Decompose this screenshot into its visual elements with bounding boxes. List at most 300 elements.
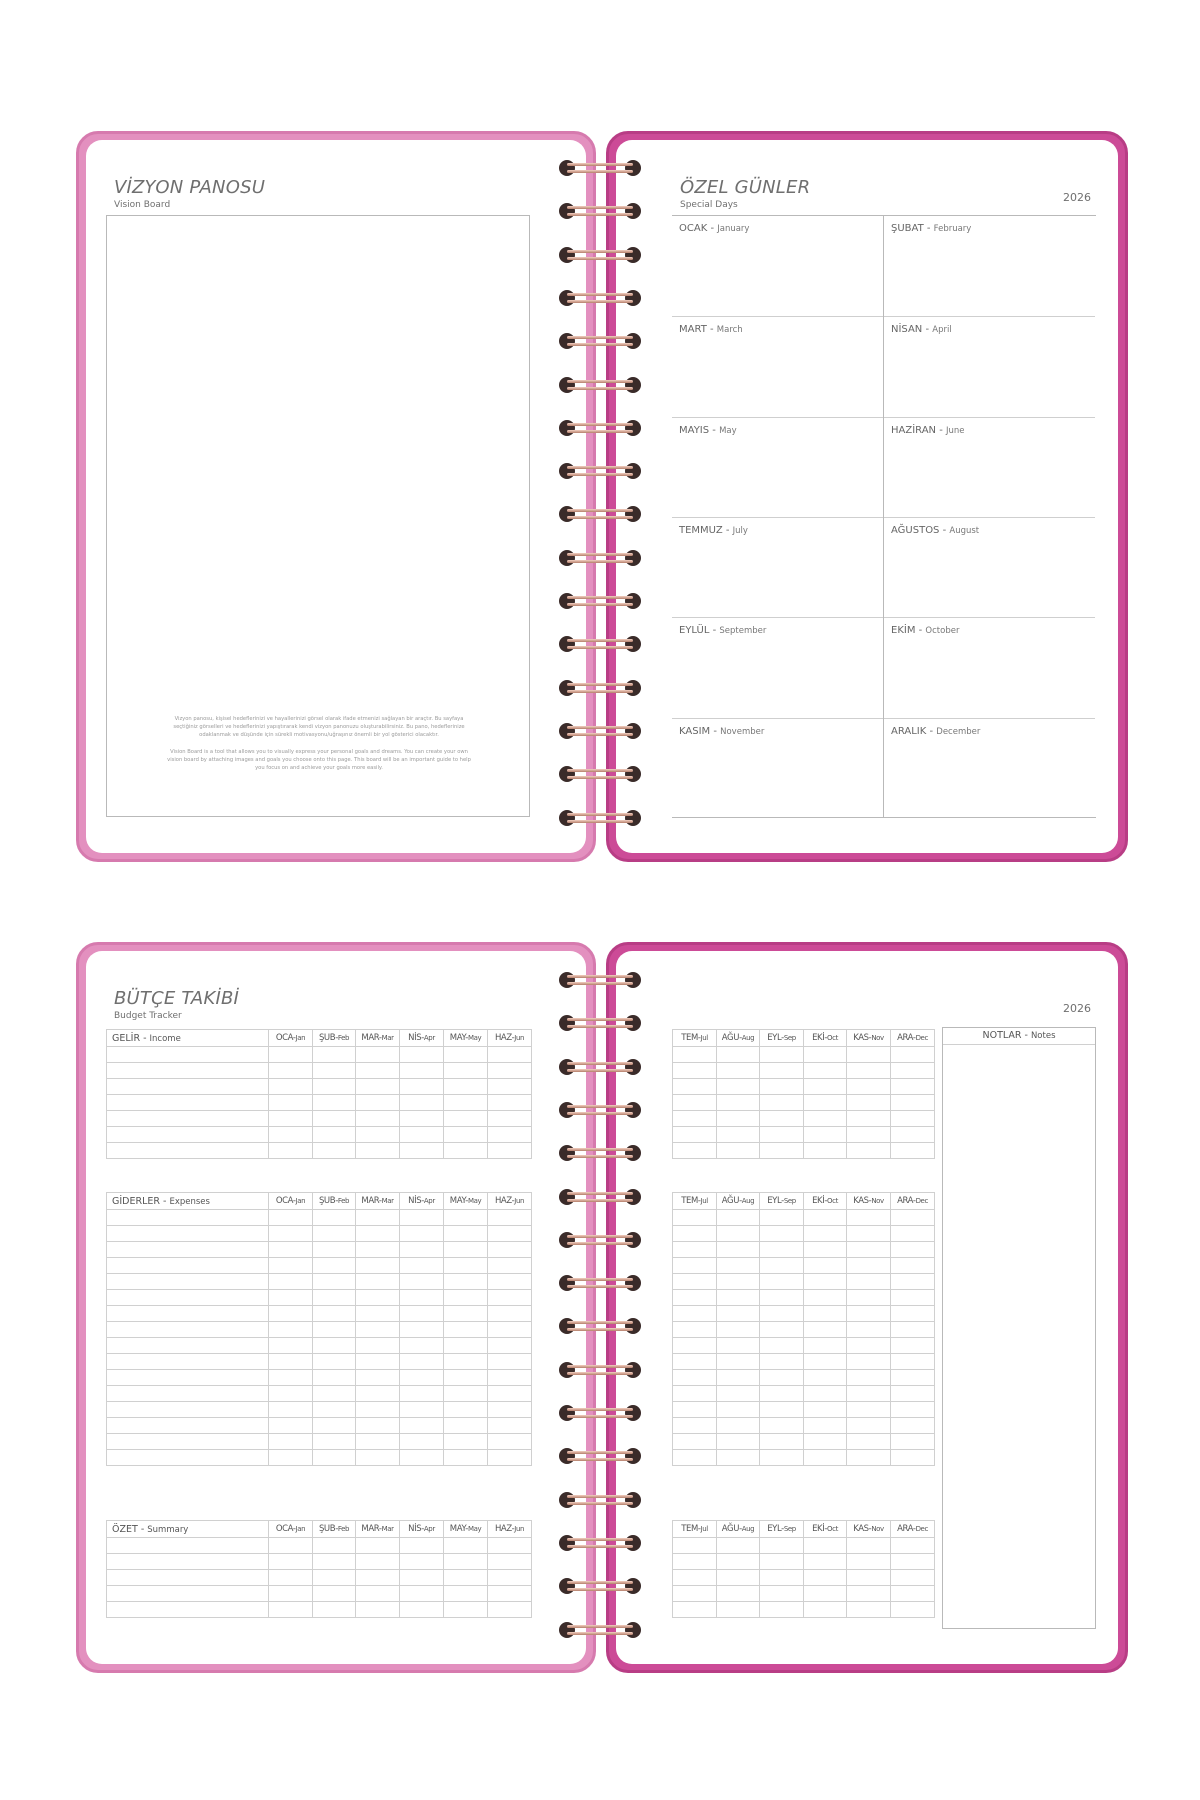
entry-cell[interactable] (313, 1418, 356, 1434)
entry-cell[interactable] (400, 1274, 444, 1290)
entry-cell[interactable] (488, 1322, 532, 1338)
month-cell-july[interactable] (672, 517, 883, 617)
entry-cell[interactable] (107, 1306, 269, 1322)
entry-cell[interactable] (760, 1322, 804, 1338)
entry-cell[interactable] (444, 1418, 488, 1434)
entry-cell[interactable] (107, 1538, 269, 1554)
entry-cell[interactable] (717, 1354, 760, 1370)
entry-cell[interactable] (717, 1418, 760, 1434)
entry-cell[interactable] (269, 1602, 313, 1618)
entry-cell[interactable] (804, 1258, 847, 1274)
entry-cell[interactable] (356, 1322, 400, 1338)
entry-cell[interactable] (847, 1079, 891, 1095)
entry-cell[interactable] (488, 1095, 532, 1111)
month-cell-february[interactable] (884, 216, 1095, 316)
entry-cell[interactable] (313, 1063, 356, 1079)
entry-cell[interactable] (488, 1434, 532, 1450)
entry-cell[interactable] (717, 1127, 760, 1143)
entry-cell[interactable] (444, 1079, 488, 1095)
entry-cell[interactable] (760, 1450, 804, 1466)
entry-cell[interactable] (804, 1242, 847, 1258)
entry-cell[interactable] (488, 1306, 532, 1322)
entry-cell[interactable] (891, 1210, 935, 1226)
entry-cell[interactable] (891, 1370, 935, 1386)
entry-cell[interactable] (400, 1306, 444, 1322)
entry-cell[interactable] (107, 1322, 269, 1338)
entry-cell[interactable] (356, 1338, 400, 1354)
entry-cell[interactable] (891, 1095, 935, 1111)
entry-cell[interactable] (444, 1434, 488, 1450)
month-cell-august[interactable] (884, 517, 1095, 617)
entry-cell[interactable] (356, 1226, 400, 1242)
entry-cell[interactable] (673, 1095, 717, 1111)
entry-cell[interactable] (269, 1450, 313, 1466)
entry-cell[interactable] (891, 1226, 935, 1242)
entry-cell[interactable] (717, 1570, 760, 1586)
entry-cell[interactable] (313, 1434, 356, 1450)
entry-cell[interactable] (356, 1402, 400, 1418)
entry-cell[interactable] (107, 1554, 269, 1570)
entry-cell[interactable] (847, 1127, 891, 1143)
entry-cell[interactable] (107, 1079, 269, 1095)
entry-cell[interactable] (269, 1586, 313, 1602)
entry-cell[interactable] (717, 1210, 760, 1226)
entry-cell[interactable] (400, 1143, 444, 1159)
entry-cell[interactable] (107, 1274, 269, 1290)
entry-cell[interactable] (107, 1338, 269, 1354)
vision-board-frame[interactable] (106, 215, 530, 817)
entry-cell[interactable] (847, 1242, 891, 1258)
entry-cell[interactable] (673, 1386, 717, 1402)
entry-cell[interactable] (400, 1095, 444, 1111)
entry-cell[interactable] (891, 1402, 935, 1418)
entry-cell[interactable] (717, 1226, 760, 1242)
entry-cell[interactable] (400, 1322, 444, 1338)
entry-cell[interactable] (444, 1063, 488, 1079)
entry-cell[interactable] (673, 1370, 717, 1386)
entry-cell[interactable] (804, 1047, 847, 1063)
entry-cell[interactable] (269, 1418, 313, 1434)
entry-cell[interactable] (804, 1586, 847, 1602)
entry-cell[interactable] (269, 1386, 313, 1402)
entry-cell[interactable] (107, 1095, 269, 1111)
entry-cell[interactable] (760, 1554, 804, 1570)
entry-cell[interactable] (313, 1111, 356, 1127)
entry-cell[interactable] (673, 1338, 717, 1354)
entry-cell[interactable] (804, 1554, 847, 1570)
entry-cell[interactable] (804, 1602, 847, 1618)
entry-cell[interactable] (400, 1602, 444, 1618)
entry-cell[interactable] (488, 1242, 532, 1258)
entry-cell[interactable] (488, 1210, 532, 1226)
entry-cell[interactable] (488, 1538, 532, 1554)
entry-cell[interactable] (356, 1434, 400, 1450)
entry-cell[interactable] (107, 1290, 269, 1306)
entry-cell[interactable] (673, 1274, 717, 1290)
entry-cell[interactable] (760, 1434, 804, 1450)
entry-cell[interactable] (760, 1306, 804, 1322)
entry-cell[interactable] (356, 1095, 400, 1111)
entry-cell[interactable] (760, 1210, 804, 1226)
entry-cell[interactable] (400, 1290, 444, 1306)
entry-cell[interactable] (488, 1602, 532, 1618)
entry-cell[interactable] (717, 1538, 760, 1554)
entry-cell[interactable] (804, 1274, 847, 1290)
entry-cell[interactable] (488, 1274, 532, 1290)
entry-cell[interactable] (356, 1386, 400, 1402)
entry-cell[interactable] (107, 1586, 269, 1602)
entry-cell[interactable] (717, 1306, 760, 1322)
entry-cell[interactable] (356, 1570, 400, 1586)
entry-cell[interactable] (760, 1143, 804, 1159)
entry-cell[interactable] (269, 1063, 313, 1079)
entry-cell[interactable] (804, 1226, 847, 1242)
entry-cell[interactable] (760, 1338, 804, 1354)
entry-cell[interactable] (804, 1570, 847, 1586)
entry-cell[interactable] (717, 1143, 760, 1159)
entry-cell[interactable] (107, 1418, 269, 1434)
entry-cell[interactable] (488, 1586, 532, 1602)
entry-cell[interactable] (313, 1554, 356, 1570)
entry-cell[interactable] (891, 1434, 935, 1450)
entry-cell[interactable] (488, 1570, 532, 1586)
entry-cell[interactable] (313, 1538, 356, 1554)
entry-cell[interactable] (804, 1338, 847, 1354)
entry-cell[interactable] (804, 1450, 847, 1466)
entry-cell[interactable] (891, 1602, 935, 1618)
entry-cell[interactable] (269, 1258, 313, 1274)
entry-cell[interactable] (847, 1554, 891, 1570)
entry-cell[interactable] (269, 1210, 313, 1226)
entry-cell[interactable] (400, 1063, 444, 1079)
entry-cell[interactable] (269, 1079, 313, 1095)
entry-cell[interactable] (313, 1402, 356, 1418)
entry-cell[interactable] (107, 1047, 269, 1063)
entry-cell[interactable] (444, 1111, 488, 1127)
entry-cell[interactable] (804, 1354, 847, 1370)
entry-cell[interactable] (444, 1338, 488, 1354)
entry-cell[interactable] (269, 1570, 313, 1586)
entry-cell[interactable] (717, 1063, 760, 1079)
entry-cell[interactable] (313, 1079, 356, 1095)
entry-cell[interactable] (847, 1274, 891, 1290)
notes-box[interactable] (942, 1027, 1096, 1629)
entry-cell[interactable] (760, 1079, 804, 1095)
entry-cell[interactable] (847, 1258, 891, 1274)
entry-cell[interactable] (847, 1210, 891, 1226)
month-cell-may[interactable] (672, 417, 883, 517)
entry-cell[interactable] (760, 1290, 804, 1306)
month-cell-december[interactable] (884, 718, 1095, 818)
entry-cell[interactable] (444, 1538, 488, 1554)
entry-cell[interactable] (488, 1226, 532, 1242)
entry-cell[interactable] (488, 1111, 532, 1127)
entry-cell[interactable] (356, 1210, 400, 1226)
entry-cell[interactable] (107, 1602, 269, 1618)
entry-cell[interactable] (760, 1242, 804, 1258)
entry-cell[interactable] (760, 1095, 804, 1111)
entry-cell[interactable] (847, 1143, 891, 1159)
entry-cell[interactable] (891, 1274, 935, 1290)
entry-cell[interactable] (356, 1370, 400, 1386)
entry-cell[interactable] (444, 1386, 488, 1402)
entry-cell[interactable] (847, 1322, 891, 1338)
entry-cell[interactable] (400, 1338, 444, 1354)
entry-cell[interactable] (269, 1274, 313, 1290)
entry-cell[interactable] (400, 1370, 444, 1386)
entry-cell[interactable] (717, 1290, 760, 1306)
entry-cell[interactable] (760, 1418, 804, 1434)
entry-cell[interactable] (444, 1602, 488, 1618)
entry-cell[interactable] (891, 1079, 935, 1095)
entry-cell[interactable] (444, 1370, 488, 1386)
entry-cell[interactable] (400, 1258, 444, 1274)
entry-cell[interactable] (488, 1338, 532, 1354)
entry-cell[interactable] (313, 1450, 356, 1466)
entry-cell[interactable] (400, 1047, 444, 1063)
entry-cell[interactable] (760, 1063, 804, 1079)
entry-cell[interactable] (760, 1538, 804, 1554)
entry-cell[interactable] (444, 1210, 488, 1226)
entry-cell[interactable] (488, 1258, 532, 1274)
entry-cell[interactable] (847, 1418, 891, 1434)
entry-cell[interactable] (760, 1258, 804, 1274)
entry-cell[interactable] (313, 1586, 356, 1602)
entry-cell[interactable] (673, 1586, 717, 1602)
entry-cell[interactable] (717, 1370, 760, 1386)
entry-cell[interactable] (400, 1079, 444, 1095)
entry-cell[interactable] (717, 1586, 760, 1602)
entry-cell[interactable] (313, 1602, 356, 1618)
entry-cell[interactable] (760, 1274, 804, 1290)
entry-cell[interactable] (400, 1402, 444, 1418)
entry-cell[interactable] (313, 1306, 356, 1322)
entry-cell[interactable] (847, 1063, 891, 1079)
entry-cell[interactable] (717, 1095, 760, 1111)
entry-cell[interactable] (444, 1127, 488, 1143)
entry-cell[interactable] (488, 1418, 532, 1434)
entry-cell[interactable] (673, 1242, 717, 1258)
entry-cell[interactable] (847, 1450, 891, 1466)
entry-cell[interactable] (891, 1111, 935, 1127)
entry-cell[interactable] (891, 1143, 935, 1159)
entry-cell[interactable] (891, 1554, 935, 1570)
entry-cell[interactable] (673, 1570, 717, 1586)
entry-cell[interactable] (356, 1290, 400, 1306)
entry-cell[interactable] (107, 1570, 269, 1586)
entry-cell[interactable] (847, 1570, 891, 1586)
entry-cell[interactable] (313, 1290, 356, 1306)
entry-cell[interactable] (847, 1354, 891, 1370)
entry-cell[interactable] (804, 1306, 847, 1322)
entry-cell[interactable] (760, 1570, 804, 1586)
entry-cell[interactable] (313, 1226, 356, 1242)
entry-cell[interactable] (400, 1586, 444, 1602)
entry-cell[interactable] (444, 1258, 488, 1274)
entry-cell[interactable] (356, 1242, 400, 1258)
entry-cell[interactable] (804, 1370, 847, 1386)
entry-cell[interactable] (891, 1418, 935, 1434)
entry-cell[interactable] (269, 1290, 313, 1306)
entry-cell[interactable] (673, 1554, 717, 1570)
entry-cell[interactable] (891, 1450, 935, 1466)
entry-cell[interactable] (356, 1554, 400, 1570)
entry-cell[interactable] (847, 1586, 891, 1602)
entry-cell[interactable] (400, 1434, 444, 1450)
entry-cell[interactable] (891, 1386, 935, 1402)
entry-cell[interactable] (356, 1354, 400, 1370)
entry-cell[interactable] (760, 1354, 804, 1370)
entry-cell[interactable] (444, 1274, 488, 1290)
month-cell-january[interactable] (672, 216, 883, 316)
entry-cell[interactable] (717, 1258, 760, 1274)
entry-cell[interactable] (847, 1047, 891, 1063)
entry-cell[interactable] (269, 1111, 313, 1127)
entry-cell[interactable] (400, 1418, 444, 1434)
entry-cell[interactable] (804, 1434, 847, 1450)
entry-cell[interactable] (488, 1047, 532, 1063)
entry-cell[interactable] (269, 1143, 313, 1159)
entry-cell[interactable] (673, 1063, 717, 1079)
entry-cell[interactable] (673, 1418, 717, 1434)
entry-cell[interactable] (717, 1274, 760, 1290)
entry-cell[interactable] (891, 1586, 935, 1602)
month-cell-june[interactable] (884, 417, 1095, 517)
entry-cell[interactable] (269, 1095, 313, 1111)
entry-cell[interactable] (444, 1242, 488, 1258)
entry-cell[interactable] (400, 1210, 444, 1226)
entry-cell[interactable] (269, 1226, 313, 1242)
entry-cell[interactable] (107, 1063, 269, 1079)
entry-cell[interactable] (891, 1242, 935, 1258)
entry-cell[interactable] (804, 1418, 847, 1434)
entry-cell[interactable] (673, 1322, 717, 1338)
entry-cell[interactable] (313, 1047, 356, 1063)
entry-cell[interactable] (269, 1354, 313, 1370)
entry-cell[interactable] (891, 1306, 935, 1322)
entry-cell[interactable] (717, 1338, 760, 1354)
entry-cell[interactable] (673, 1602, 717, 1618)
entry-cell[interactable] (313, 1322, 356, 1338)
entry-cell[interactable] (760, 1047, 804, 1063)
entry-cell[interactable] (717, 1047, 760, 1063)
entry-cell[interactable] (760, 1586, 804, 1602)
entry-cell[interactable] (804, 1290, 847, 1306)
entry-cell[interactable] (847, 1095, 891, 1111)
entry-cell[interactable] (356, 1127, 400, 1143)
entry-cell[interactable] (717, 1322, 760, 1338)
entry-cell[interactable] (269, 1370, 313, 1386)
entry-cell[interactable] (107, 1258, 269, 1274)
entry-cell[interactable] (313, 1127, 356, 1143)
entry-cell[interactable] (107, 1242, 269, 1258)
entry-cell[interactable] (760, 1402, 804, 1418)
entry-cell[interactable] (444, 1354, 488, 1370)
entry-cell[interactable] (313, 1338, 356, 1354)
entry-cell[interactable] (673, 1226, 717, 1242)
month-cell-september[interactable] (672, 617, 883, 717)
entry-cell[interactable] (269, 1434, 313, 1450)
entry-cell[interactable] (488, 1063, 532, 1079)
entry-cell[interactable] (313, 1370, 356, 1386)
entry-cell[interactable] (847, 1370, 891, 1386)
entry-cell[interactable] (313, 1143, 356, 1159)
entry-cell[interactable] (891, 1354, 935, 1370)
entry-cell[interactable] (673, 1111, 717, 1127)
entry-cell[interactable] (488, 1402, 532, 1418)
entry-cell[interactable] (400, 1554, 444, 1570)
entry-cell[interactable] (269, 1306, 313, 1322)
entry-cell[interactable] (673, 1210, 717, 1226)
entry-cell[interactable] (673, 1354, 717, 1370)
entry-cell[interactable] (891, 1322, 935, 1338)
entry-cell[interactable] (717, 1079, 760, 1095)
entry-cell[interactable] (269, 1402, 313, 1418)
entry-cell[interactable] (107, 1354, 269, 1370)
entry-cell[interactable] (107, 1434, 269, 1450)
entry-cell[interactable] (356, 1306, 400, 1322)
entry-cell[interactable] (444, 1586, 488, 1602)
month-cell-march[interactable] (672, 316, 883, 416)
entry-cell[interactable] (673, 1450, 717, 1466)
entry-cell[interactable] (891, 1570, 935, 1586)
entry-cell[interactable] (444, 1143, 488, 1159)
entry-cell[interactable] (269, 1538, 313, 1554)
entry-cell[interactable] (673, 1079, 717, 1095)
entry-cell[interactable] (847, 1434, 891, 1450)
entry-cell[interactable] (444, 1226, 488, 1242)
entry-cell[interactable] (847, 1306, 891, 1322)
entry-cell[interactable] (488, 1450, 532, 1466)
entry-cell[interactable] (444, 1095, 488, 1111)
month-cell-november[interactable] (672, 718, 883, 818)
entry-cell[interactable] (673, 1306, 717, 1322)
entry-cell[interactable] (804, 1322, 847, 1338)
entry-cell[interactable] (891, 1338, 935, 1354)
entry-cell[interactable] (400, 1111, 444, 1127)
entry-cell[interactable] (107, 1226, 269, 1242)
entry-cell[interactable] (356, 1111, 400, 1127)
entry-cell[interactable] (400, 1242, 444, 1258)
entry-cell[interactable] (488, 1143, 532, 1159)
entry-cell[interactable] (847, 1290, 891, 1306)
entry-cell[interactable] (488, 1370, 532, 1386)
entry-cell[interactable] (356, 1602, 400, 1618)
entry-cell[interactable] (717, 1554, 760, 1570)
entry-cell[interactable] (356, 1143, 400, 1159)
entry-cell[interactable] (760, 1111, 804, 1127)
entry-cell[interactable] (444, 1554, 488, 1570)
entry-cell[interactable] (313, 1570, 356, 1586)
entry-cell[interactable] (717, 1434, 760, 1450)
entry-cell[interactable] (673, 1402, 717, 1418)
entry-cell[interactable] (673, 1127, 717, 1143)
entry-cell[interactable] (804, 1402, 847, 1418)
entry-cell[interactable] (400, 1354, 444, 1370)
entry-cell[interactable] (804, 1127, 847, 1143)
entry-cell[interactable] (891, 1290, 935, 1306)
entry-cell[interactable] (760, 1386, 804, 1402)
entry-cell[interactable] (804, 1210, 847, 1226)
entry-cell[interactable] (356, 1063, 400, 1079)
entry-cell[interactable] (356, 1418, 400, 1434)
entry-cell[interactable] (400, 1386, 444, 1402)
entry-cell[interactable] (400, 1538, 444, 1554)
entry-cell[interactable] (356, 1538, 400, 1554)
entry-cell[interactable] (847, 1402, 891, 1418)
entry-cell[interactable] (269, 1242, 313, 1258)
entry-cell[interactable] (760, 1370, 804, 1386)
